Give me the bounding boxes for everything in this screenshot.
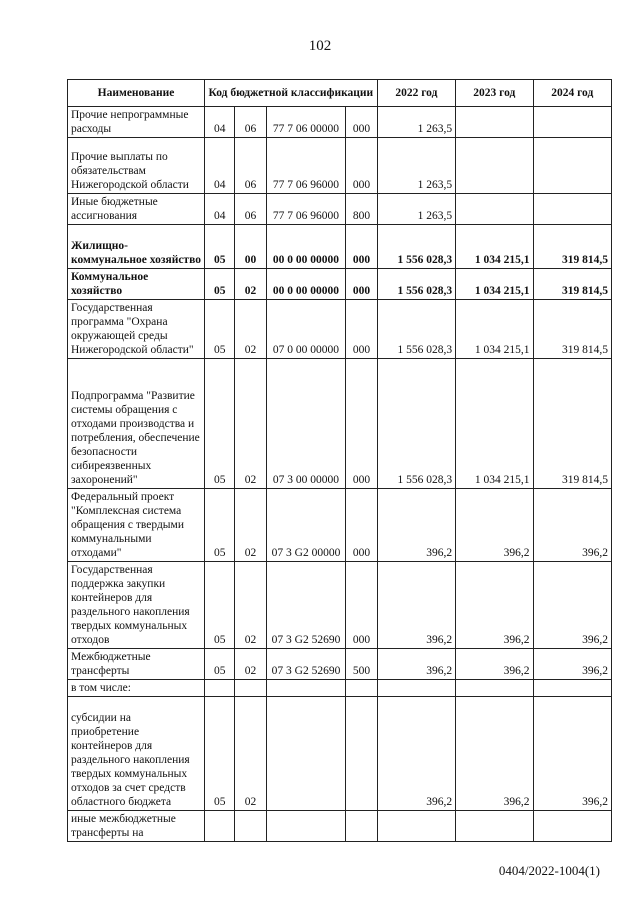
row-expense-type-code: 000 bbox=[346, 359, 377, 489]
row-target-code: 07 3 G2 52690 bbox=[266, 649, 346, 680]
row-expense-type-code: 800 bbox=[346, 194, 377, 225]
row-value-2023: 1 034 215,1 bbox=[456, 225, 533, 269]
row-name: Подпрограмма "Развитие системы обращения с отходами производства и потребления, обеспечение безопасности сибиреязвенных захоронений" bbox=[68, 359, 205, 489]
row-name: иные межбюджетные трансферты на bbox=[68, 811, 205, 842]
row-section-code bbox=[205, 811, 235, 842]
row-target-code: 77 7 06 00000 bbox=[266, 107, 346, 138]
row-value-2023 bbox=[456, 194, 533, 225]
header-2023: 2023 год bbox=[456, 80, 533, 107]
row-value-2022: 396,2 bbox=[377, 562, 455, 649]
row-name: Прочие выплаты по обязательствам Нижегородской области bbox=[68, 138, 205, 194]
row-section-code: 05 bbox=[205, 300, 235, 359]
page-number: 102 bbox=[308, 38, 332, 54]
row-expense-type-code bbox=[346, 680, 377, 697]
row-subsection-code: 06 bbox=[235, 138, 266, 194]
row-section-code: 04 bbox=[205, 107, 235, 138]
row-value-2023: 1 034 215,1 bbox=[456, 300, 533, 359]
row-name: субсидии на приобретение контейнеров для раздельного накопления твердых коммунальных отходов за счет средств областного бюджета bbox=[68, 697, 205, 811]
header-2022: 2022 год bbox=[377, 80, 455, 107]
row-value-2023: 396,2 bbox=[456, 562, 533, 649]
row-value-2024 bbox=[533, 811, 612, 842]
row-subsection-code: 02 bbox=[235, 562, 266, 649]
row-subsection-code: 06 bbox=[235, 107, 266, 138]
table-row bbox=[68, 225, 612, 269]
row-section-code: 05 bbox=[205, 697, 235, 811]
row-name: Иные бюджетные ассигнования bbox=[68, 194, 205, 225]
table-row bbox=[68, 300, 612, 359]
row-section-code: 04 bbox=[205, 194, 235, 225]
row-value-2022: 1 556 028,3 bbox=[377, 225, 455, 269]
row-value-2024: 319 814,5 bbox=[533, 225, 612, 269]
row-value-2024: 396,2 bbox=[533, 562, 612, 649]
row-expense-type-code: 000 bbox=[346, 489, 377, 562]
row-target-code: 00 0 00 00000 bbox=[266, 225, 346, 269]
row-name: Государственная поддержка закупки контейнеров для раздельного накопления твердых коммунальных отходов bbox=[68, 562, 205, 649]
table-row bbox=[68, 359, 612, 489]
row-value-2024: 319 814,5 bbox=[533, 359, 612, 489]
row-target-code bbox=[266, 811, 346, 842]
row-value-2024 bbox=[533, 194, 612, 225]
row-subsection-code: 06 bbox=[235, 194, 266, 225]
row-value-2024 bbox=[533, 680, 612, 697]
table-row bbox=[68, 194, 612, 225]
row-value-2022: 1 556 028,3 bbox=[377, 269, 455, 300]
row-name: Коммунальное хозяйство bbox=[68, 269, 205, 300]
row-value-2023: 396,2 bbox=[456, 697, 533, 811]
header-row bbox=[68, 80, 612, 107]
row-subsection-code bbox=[235, 680, 266, 697]
row-value-2024: 396,2 bbox=[533, 489, 612, 562]
row-value-2022: 1 263,5 bbox=[377, 107, 455, 138]
row-target-code bbox=[266, 697, 346, 811]
row-subsection-code: 02 bbox=[235, 489, 266, 562]
row-section-code bbox=[205, 680, 235, 697]
row-expense-type-code: 000 bbox=[346, 300, 377, 359]
row-value-2024: 319 814,5 bbox=[533, 269, 612, 300]
row-name: Прочие непрограммные расходы bbox=[68, 107, 205, 138]
row-value-2023: 1 034 215,1 bbox=[456, 359, 533, 489]
row-target-code bbox=[266, 680, 346, 697]
row-value-2024: 319 814,5 bbox=[533, 300, 612, 359]
row-value-2023 bbox=[456, 680, 533, 697]
table-row bbox=[68, 811, 612, 842]
row-value-2024: 396,2 bbox=[533, 697, 612, 811]
table-row bbox=[68, 489, 612, 562]
row-value-2024 bbox=[533, 138, 612, 194]
row-value-2022: 396,2 bbox=[377, 649, 455, 680]
table-row bbox=[68, 269, 612, 300]
row-expense-type-code bbox=[346, 811, 377, 842]
table-row bbox=[68, 697, 612, 811]
row-name: в том числе: bbox=[68, 680, 205, 697]
row-subsection-code: 02 bbox=[235, 359, 266, 489]
row-section-code: 04 bbox=[205, 138, 235, 194]
row-value-2022 bbox=[377, 811, 455, 842]
row-expense-type-code: 000 bbox=[346, 269, 377, 300]
row-value-2022: 1 263,5 bbox=[377, 138, 455, 194]
row-expense-type-code: 000 bbox=[346, 562, 377, 649]
row-value-2022 bbox=[377, 680, 455, 697]
row-target-code: 77 7 06 96000 bbox=[266, 194, 346, 225]
header-code: Код бюджетной классификации bbox=[205, 80, 378, 107]
row-value-2024 bbox=[533, 107, 612, 138]
row-value-2022: 1 263,5 bbox=[377, 194, 455, 225]
row-expense-type-code: 000 bbox=[346, 107, 377, 138]
row-section-code: 05 bbox=[205, 562, 235, 649]
row-target-code: 77 7 06 96000 bbox=[266, 138, 346, 194]
row-subsection-code: 02 bbox=[235, 697, 266, 811]
row-name: Государственная программа "Охрана окружающей среды Нижегородской области" bbox=[68, 300, 205, 359]
row-target-code: 00 0 00 00000 bbox=[266, 269, 346, 300]
table-row bbox=[68, 138, 612, 194]
row-target-code: 07 0 00 00000 bbox=[266, 300, 346, 359]
row-value-2022: 1 556 028,3 bbox=[377, 300, 455, 359]
row-subsection-code: 02 bbox=[235, 269, 266, 300]
row-name: Межбюджетные трансферты bbox=[68, 649, 205, 680]
document-code: 0404/2022-1004(1) bbox=[498, 863, 600, 878]
row-subsection-code: 00 bbox=[235, 225, 266, 269]
row-section-code: 05 bbox=[205, 489, 235, 562]
row-name: Федеральный проект "Комплексная система обращения с твердыми коммунальными отходами" bbox=[68, 489, 205, 562]
row-section-code: 05 bbox=[205, 649, 235, 680]
row-value-2023 bbox=[456, 811, 533, 842]
row-target-code: 07 3 00 00000 bbox=[266, 359, 346, 489]
row-target-code: 07 3 G2 52690 bbox=[266, 562, 346, 649]
row-section-code: 05 bbox=[205, 225, 235, 269]
budget-table bbox=[67, 79, 612, 842]
row-value-2024: 396,2 bbox=[533, 649, 612, 680]
row-value-2023: 1 034 215,1 bbox=[456, 269, 533, 300]
row-value-2023 bbox=[456, 138, 533, 194]
row-subsection-code bbox=[235, 811, 266, 842]
row-expense-type-code: 000 bbox=[346, 225, 377, 269]
row-expense-type-code: 500 bbox=[346, 649, 377, 680]
table-row bbox=[68, 107, 612, 138]
row-target-code: 07 3 G2 00000 bbox=[266, 489, 346, 562]
row-value-2022: 396,2 bbox=[377, 697, 455, 811]
row-value-2023 bbox=[456, 107, 533, 138]
row-section-code: 05 bbox=[205, 359, 235, 489]
header-2024: 2024 год bbox=[533, 80, 612, 107]
row-subsection-code: 02 bbox=[235, 300, 266, 359]
row-name: Жилищно-коммунальное хозяйство bbox=[68, 225, 205, 269]
table-row bbox=[68, 680, 612, 697]
row-value-2022: 396,2 bbox=[377, 489, 455, 562]
table-row bbox=[68, 649, 612, 680]
table-row bbox=[68, 562, 612, 649]
row-value-2022: 1 556 028,3 bbox=[377, 359, 455, 489]
row-subsection-code: 02 bbox=[235, 649, 266, 680]
row-value-2023: 396,2 bbox=[456, 649, 533, 680]
row-section-code: 05 bbox=[205, 269, 235, 300]
row-expense-type-code bbox=[346, 697, 377, 811]
row-value-2023: 396,2 bbox=[456, 489, 533, 562]
row-expense-type-code: 000 bbox=[346, 138, 377, 194]
header-name: Наименование bbox=[68, 80, 205, 107]
